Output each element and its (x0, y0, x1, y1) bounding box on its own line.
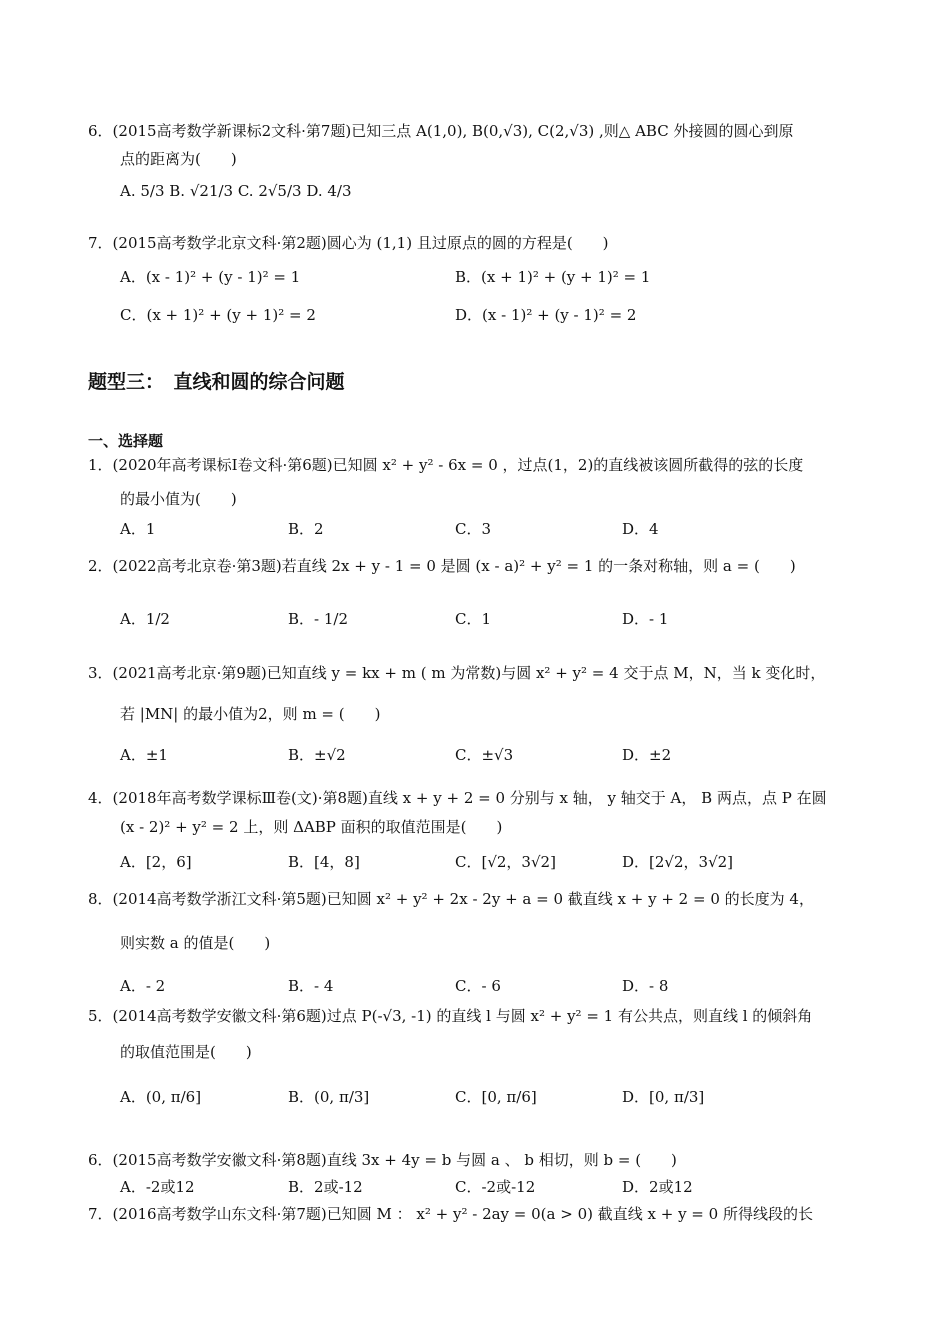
q5-line2: 的取值范围是( ) (120, 1043, 252, 1061)
q2-option-b: B．- 1/2 (288, 610, 349, 628)
q1-option-b: B．2 (288, 520, 324, 538)
q1-option-a: A．1 (120, 520, 156, 538)
q1-option-c: C．3 (455, 520, 492, 538)
q5-option-c: C．[0, π/6] (455, 1088, 537, 1106)
subsection-title: 一、选择题 (88, 432, 164, 450)
q7a-option-a: A．(x - 1)² + (y - 1)² = 1 (120, 268, 301, 286)
q4-option-d: D．[2√2，3√2] (622, 853, 734, 871)
q6b-option-d: D．2或12 (622, 1178, 693, 1196)
q1-line2: 的最小值为( ) (120, 490, 237, 508)
q4-option-c: C．[√2，3√2] (455, 853, 556, 871)
q3-option-d: D．±2 (622, 746, 672, 764)
q6b-option-c: C．-2或-12 (455, 1178, 536, 1196)
q5-option-b: B．(0, π/3] (288, 1088, 370, 1106)
q6a-options: A. 5/3 B. √21/3 C. 2√5/3 D. 4/3 (120, 182, 352, 200)
q8-option-c: C．- 6 (455, 977, 501, 995)
q8-option-a: A．- 2 (120, 977, 166, 995)
q5-line1: 5．(2014高考数学安徽文科·第6题)过点 P(-√3, -1) 的直线 l 与圆 x² + y² = 1 有公共点，则直线 l 的倾斜角 (88, 1007, 813, 1025)
q5-option-a: A．(0, π/6] (120, 1088, 202, 1106)
q8-option-d: D．- 8 (622, 977, 669, 995)
q8-line1: 8．(2014高考数学浙江文科·第5题)已知圆 x² + y² + 2x - 2y + a = 0 截直线 x + y + 2 = 0 的长度为 4， (88, 890, 814, 908)
q6a-line2: 点的距离为( ) (120, 150, 237, 168)
q2-option-d: D．- 1 (622, 610, 669, 628)
section-title: 题型三： 直线和圆的综合问题 (88, 371, 345, 393)
q8-option-b: B．- 4 (288, 977, 334, 995)
q2-option-a: A．1/2 (120, 610, 170, 628)
q4-option-a: A．[2，6] (120, 853, 192, 871)
q7a-option-d: D．(x - 1)² + (y - 1)² = 2 (455, 306, 637, 324)
q8-line2: 则实数 a 的值是( ) (120, 934, 271, 952)
q3-line1: 3．(2021高考北京·第9题)已知直线 y = kx + m ( m 为常数)与圆 x² + y² = 4 交于点 M，N，当 k 变化时， (88, 664, 826, 682)
q6b-option-b: B．2或-12 (288, 1178, 363, 1196)
q3-line2: 若 |MN| 的最小值为2，则 m = ( ) (120, 705, 381, 723)
q6b-option-a: A．-2或12 (120, 1178, 195, 1196)
q7a-line1: 7．(2015高考数学北京文科·第2题)圆心为 (1,1) 且过原点的圆的方程是( ) (88, 234, 609, 252)
q1-option-d: D．4 (622, 520, 659, 538)
q2-option-c: C．1 (455, 610, 492, 628)
q3-option-a: A．±1 (120, 746, 168, 764)
q7a-option-c: C．(x + 1)² + (y + 1)² = 2 (120, 306, 316, 324)
q3-option-b: B．±√2 (288, 746, 346, 764)
q4-option-b: B．[4，8] (288, 853, 360, 871)
q2-line1: 2．(2022高考北京卷·第3题)若直线 2x + y - 1 = 0 是圆 (x - a)² + y² = 1 的一条对称轴，则 a = ( ) (88, 557, 796, 575)
q4-line2: (x - 2)² + y² = 2 上，则 ΔABP 面积的取值范围是( ) (120, 818, 503, 836)
q3-option-c: C．±√3 (455, 746, 514, 764)
q5-option-d: D．[0, π/3] (622, 1088, 705, 1106)
q7b-line1: 7．(2016高考数学山东文科·第7题)已知圆 M ： x² + y² - 2ay = 0(a > 0) 截直线 x + y = 0 所得线段的长 (88, 1205, 813, 1223)
q4-line1: 4．(2018年高考数学课标Ⅲ卷(文)·第8题)直线 x + y + 2 = 0 分别与 x 轴， y 轴交于 A， B 两点，点 P 在圆 (88, 789, 827, 807)
q6b-line1: 6．(2015高考数学安徽文科·第8题)直线 3x + 4y = b 与圆 a 、 b 相切，则 b = ( ) (88, 1151, 677, 1169)
q7a-option-b: B．(x + 1)² + (y + 1)² = 1 (455, 268, 651, 286)
q6a-line1: 6．(2015高考数学新课标2文科·第7题)已知三点 A(1,0), B(0,√3), C(2,√3) ,则△ ABC 外接圆的圆心到原 (88, 122, 794, 140)
q1-line1: 1．(2020年高考课标Ⅰ卷文科·第6题)已知圆 x² + y² - 6x = 0 ，过点(1，2)的直线被该圆所截得的弦的长度 (88, 456, 804, 474)
